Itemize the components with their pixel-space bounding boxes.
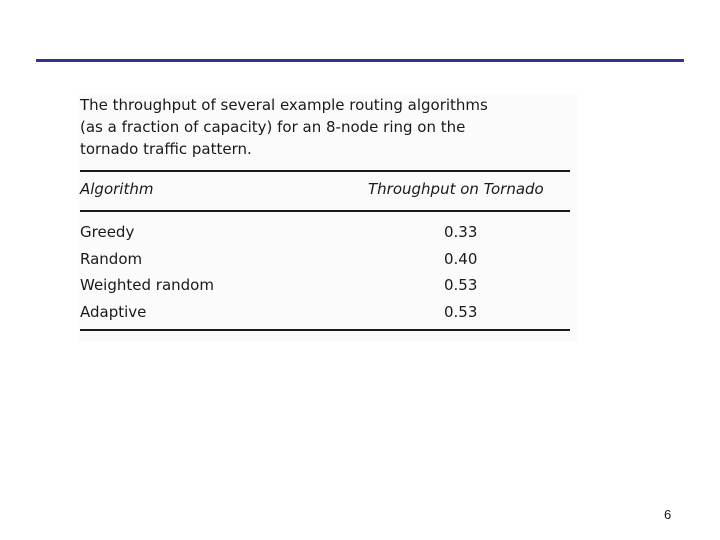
table-row: [80, 274, 570, 301]
title-divider: [36, 59, 684, 62]
table-caption: [80, 94, 550, 160]
table-row: [80, 221, 570, 248]
table-body: [80, 221, 570, 327]
throughput-cell: 0.53: [444, 276, 478, 294]
caption-line: (as a fraction of capacity) for an 8-node ring on the: [80, 118, 466, 136]
table-row: [80, 301, 570, 328]
column-header-algorithm: Algorithm: [80, 180, 154, 198]
caption-line: tornado traffic pattern.: [80, 140, 252, 158]
throughput-cell: 0.40: [444, 249, 478, 268]
table-top-rule: [80, 170, 570, 172]
table-row: [80, 248, 570, 275]
throughput-cell: 0.53: [444, 302, 478, 321]
algorithm-cell: Random: [80, 249, 143, 268]
algorithm-cell: Greedy: [80, 223, 135, 241]
page-number: 6: [664, 507, 672, 522]
table-header-rule: [80, 210, 570, 212]
throughput-cell: 0.33: [444, 223, 478, 241]
column-header-throughput: Throughput on Tornado: [368, 180, 544, 198]
algorithm-cell: Weighted random: [80, 276, 214, 294]
algorithm-cell: Adaptive: [80, 302, 147, 321]
caption-line: The throughput of several example routing algorithms: [80, 96, 488, 114]
routing-throughput-table: [78, 94, 578, 342]
table-bottom-rule: [80, 329, 570, 331]
